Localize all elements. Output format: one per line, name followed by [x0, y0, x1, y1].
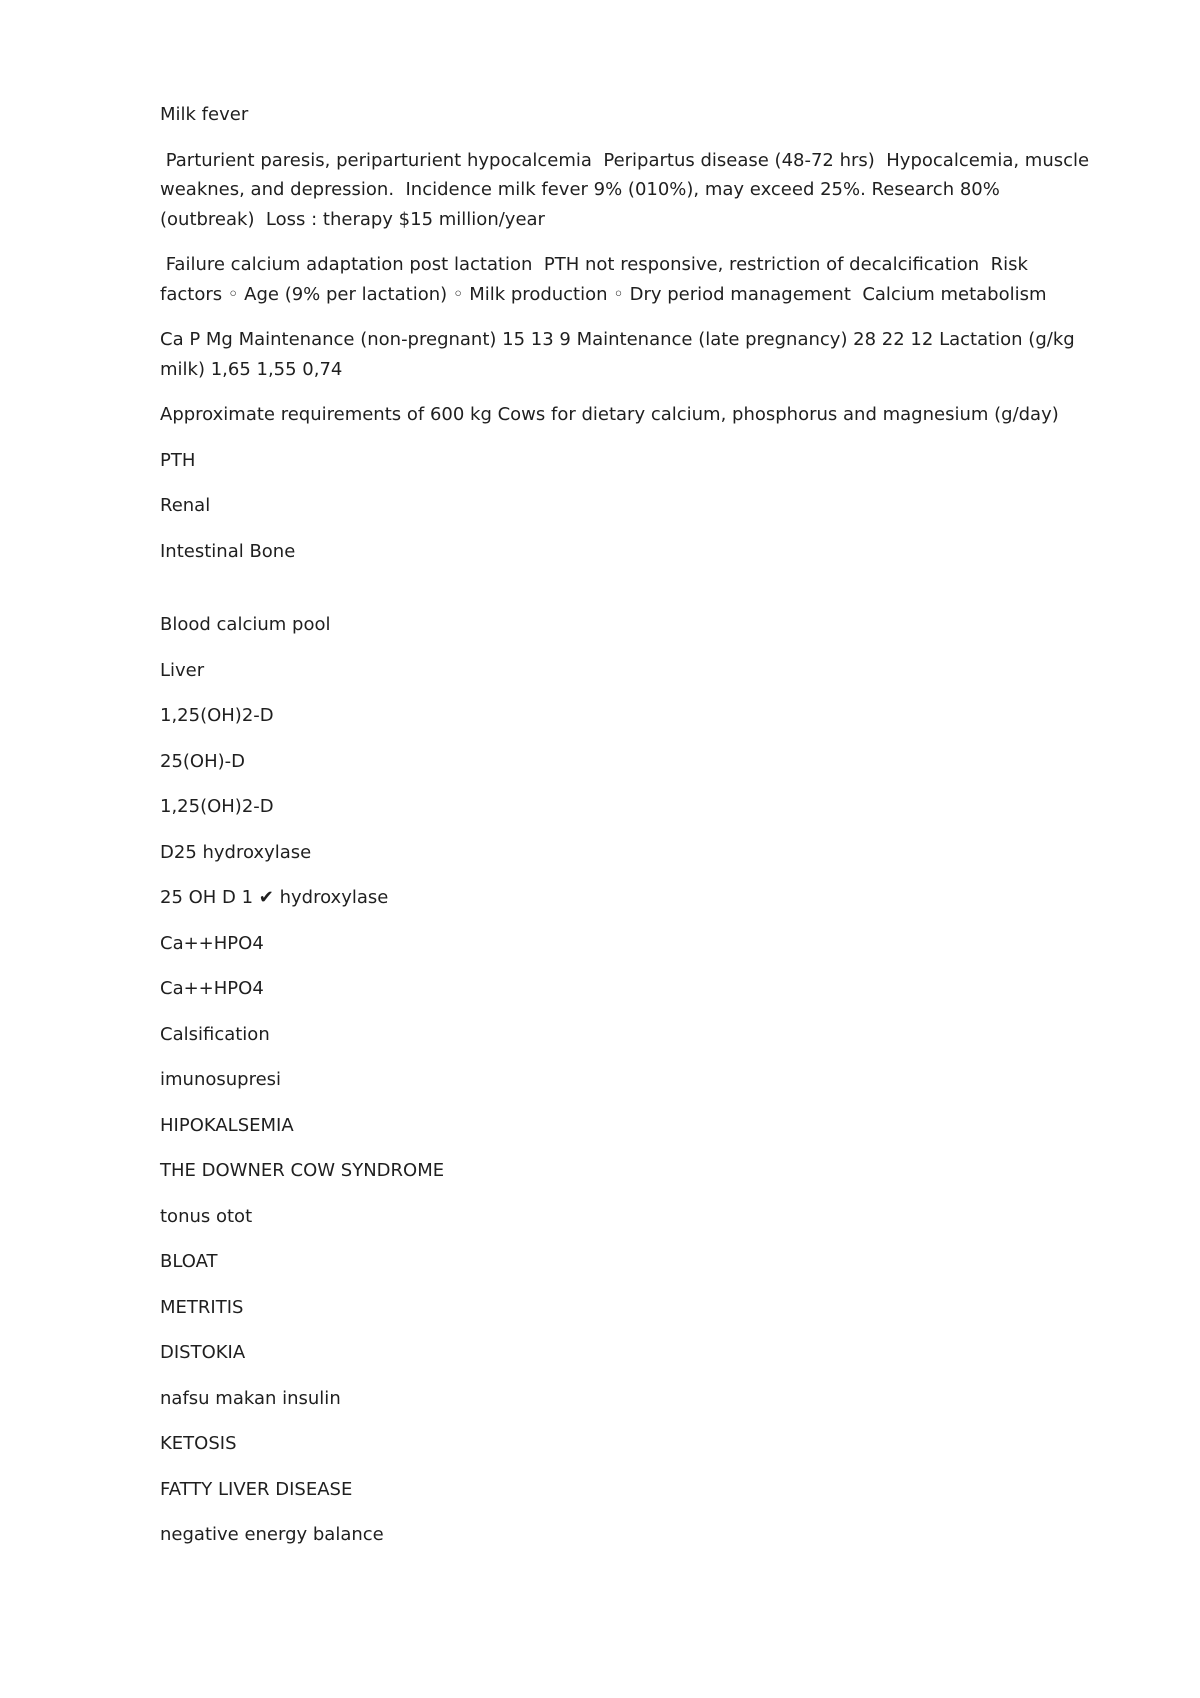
line-tonus-otot: tonus otot [160, 1205, 253, 1227]
line-intestinal-bone: Intestinal Bone [160, 540, 296, 562]
line-metritis: METRITIS [160, 1296, 244, 1318]
line-liver: Liver [160, 659, 205, 681]
document-body [160, 100, 1095, 1566]
line-calsification: Calsification [160, 1023, 270, 1045]
line-fatty-liver-disease: FATTY LIVER DISEASE [160, 1478, 353, 1500]
line-negative-energy-balance: negative energy balance [160, 1524, 384, 1545]
line-125-oh2-d-second: 1,25(OH)2-D [160, 796, 274, 817]
paragraph-requirements-table-text: Ca P Mg Maintenance (non-pregnant) 15 13 9 Maintenance (late pregnancy) 28 22 12 Lactation (g/kg milk) 1,65 1,55 0,74 [160, 329, 1081, 380]
line-ca-hpo4-first: Ca++HPO4 [160, 932, 264, 954]
line-nafsu-makan-insulin: nafsu makan insulin [160, 1387, 341, 1409]
paragraph-requirements-caption: Approximate requirements of 600 kg Cows for dietary calcium, phosphorus and magnesium (g/day) [160, 404, 1059, 425]
line-downer-cow-syndrome: THE DOWNER COW SYNDROME [160, 1160, 445, 1181]
doc-title: Milk fever [160, 104, 249, 125]
line-d25-hydroxylase: D25 hydroxylase [160, 841, 312, 863]
paragraph-calcium-adaptation: Failure calcium adaptation post lactation PTH not responsive, restriction of decalcification Risk factors ◦ Age (9% per lactation) ◦ Milk production ◦ Dry period management Calcium metabolism [160, 254, 1047, 305]
line-blood-calcium-pool: Blood calcium pool [160, 614, 331, 635]
line-25-oh-d-1-hydroxylase: 25 OH D 1 ✔ hydroxylase [160, 887, 389, 908]
line-bloat: BLOAT [160, 1251, 218, 1272]
line-ketosis: KETOSIS [160, 1433, 237, 1454]
line-ca-hpo4-second: Ca++HPO4 [160, 978, 264, 999]
line-imunosupresi: imunosupresi [160, 1069, 282, 1090]
line-hipokalsemia: HIPOKALSEMIA [160, 1114, 294, 1136]
line-125-oh2-d-first: 1,25(OH)2-D [160, 705, 274, 726]
paragraph-milk-fever-overview: Parturient paresis, periparturient hypocalcemia Peripartus disease (48-72 hrs) Hypocalcemia, muscle weaknes, and depression. Incidence milk fever 9% (010%), may exceed 25%. Research 80% (outbreak) Loss : therapy $15 million/year [160, 149, 1095, 230]
line-25-oh-d: 25(OH)-D [160, 750, 246, 772]
line-renal: Renal [160, 495, 211, 516]
line-pth: PTH [160, 449, 196, 471]
line-distokia: DISTOKIA [160, 1342, 246, 1363]
